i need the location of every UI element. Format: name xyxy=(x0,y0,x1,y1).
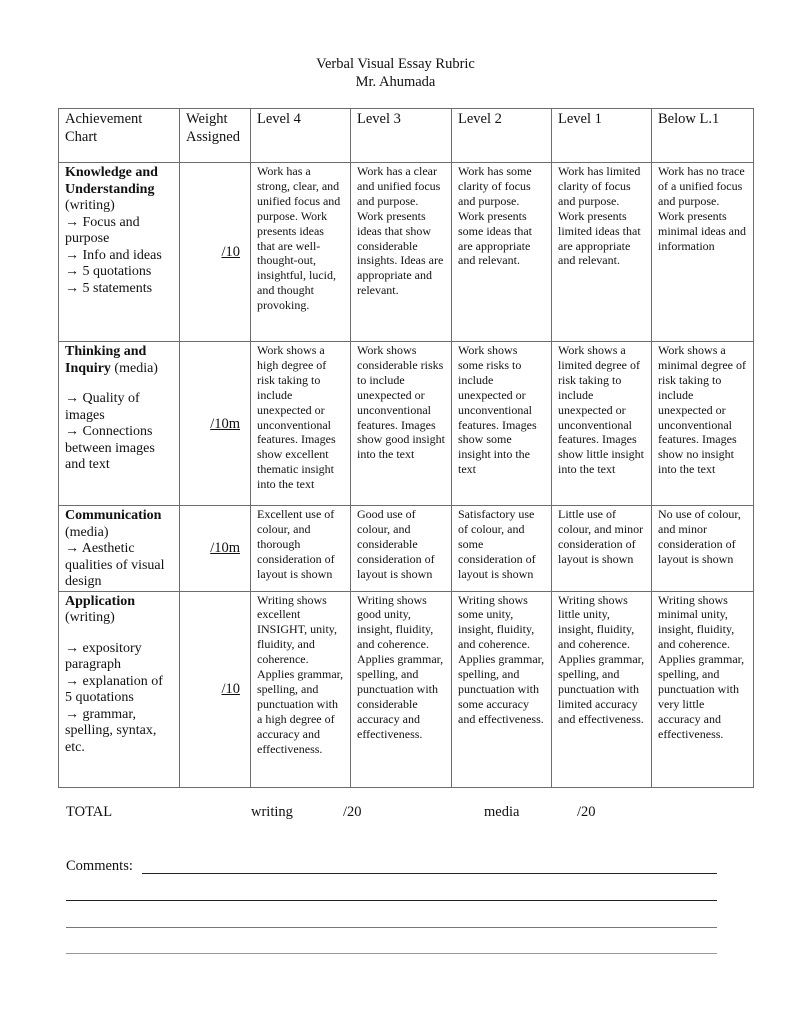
criterion-bullet: → Info and ideas xyxy=(65,247,162,263)
level-4-descriptor: Writing shows excellent INSIGHT, unity, fluidity, and coherence. Applies grammar, spelling, and punctuation with a high degree of accuracy and effectiveness. xyxy=(251,591,351,787)
below-level-1-descriptor: No use of colour, and minor consideration of layout is shown xyxy=(652,506,754,592)
weight-cell[interactable] xyxy=(180,342,251,506)
comments-line[interactable] xyxy=(66,900,717,901)
criterion-cell xyxy=(59,591,180,787)
criterion-cell xyxy=(59,506,180,592)
comments-line[interactable] xyxy=(66,953,717,954)
header-level-1: Level 1 xyxy=(552,109,652,163)
below-level-1-descriptor: Work has no trace of a unified focus and purpose. Work presents minimal ideas and information xyxy=(652,163,754,342)
table-row xyxy=(59,591,754,787)
table-header-row xyxy=(59,109,754,163)
level-4-descriptor: Work has a strong, clear, and unified focus and purpose. Work presents ideas that are well-thought-out, insightful, lucid, and thought provoking. xyxy=(251,163,351,342)
level-2-descriptor: Satisfactory use of colour, and some consideration of layout is shown xyxy=(452,506,552,592)
comments-label: Comments: xyxy=(66,858,133,874)
level-1-descriptor: Little use of colour, and minor consideration of layout is shown xyxy=(552,506,652,592)
comments-line[interactable] xyxy=(66,927,717,928)
arrow-right-icon: → xyxy=(65,673,79,689)
level-2-descriptor: Writing shows some unity, insight, fluidity, and coherence. Applies grammar, spelling, and punctuation with some accuracy and effectiveness. xyxy=(452,591,552,787)
criterion-bullet: → explanation of 5 quotations xyxy=(65,673,163,705)
below-level-1-descriptor: Writing shows minimal unity, insight, fluidity, and coherence. Applies grammar, spelling, and punctuation with very little accuracy and effectiveness. xyxy=(652,591,754,787)
document-header xyxy=(0,55,791,91)
rubric-table xyxy=(58,108,754,788)
header-weight-assigned: Weight Assigned xyxy=(180,109,251,163)
criterion-bullet: → Quality of images xyxy=(65,391,140,423)
header-achievement-chart: Achievement Chart xyxy=(59,109,180,163)
arrow-right-icon: → xyxy=(65,541,79,556)
arrow-right-icon: → xyxy=(65,424,79,439)
level-1-descriptor: Work shows a limited degree of risk taking to include unexpected or unconventional features. Images show little insight into the text xyxy=(552,342,652,506)
criterion-bullet: → Connections between images and text xyxy=(65,424,155,472)
weight-field[interactable]: /10m xyxy=(210,540,240,557)
weight-cell[interactable] xyxy=(180,506,251,592)
arrow-right-icon: → xyxy=(65,247,79,263)
table-row xyxy=(59,163,754,342)
header-below-level-1: Below L.1 xyxy=(652,109,754,163)
level-2-descriptor: Work has some clarity of focus and purpose. Work presents some ideas that are appropriate and relevant. xyxy=(452,163,552,342)
level-4-descriptor: Work shows a high degree of risk taking to include unexpected or unconventional features. Images show excellent thematic insight into the text xyxy=(251,342,351,506)
criterion-type: (media) xyxy=(65,524,109,540)
level-4-descriptor: Excellent use of colour, and thorough consideration of layout is shown xyxy=(251,506,351,592)
arrow-right-icon: → xyxy=(65,391,79,406)
weight-cell[interactable] xyxy=(180,163,251,342)
table-row xyxy=(59,342,754,506)
criterion-bullet: → 5 quotations xyxy=(65,264,152,279)
criterion-bullet: → grammar, spelling, syntax, etc. xyxy=(65,706,157,755)
total-label: TOTAL xyxy=(66,804,113,820)
media-total-label: media xyxy=(484,804,520,820)
header-level-2: Level 2 xyxy=(452,109,552,163)
arrow-right-icon: → xyxy=(65,640,79,656)
header-level-3: Level 3 xyxy=(351,109,452,163)
criterion-bullet: → 5 statements xyxy=(65,280,153,296)
criterion-type: (writing) xyxy=(65,610,115,625)
weight-field[interactable]: /10m xyxy=(210,415,240,432)
level-2-descriptor: Work shows some risks to include unexpected or unconventional features. Images show some insight into the text xyxy=(452,342,552,506)
writing-total-field[interactable]: /20 xyxy=(343,804,362,820)
criterion-name: Communication xyxy=(65,508,162,523)
table-row xyxy=(59,506,754,592)
criterion-name: Thinking and Inquiry xyxy=(65,344,147,376)
level-1-descriptor: Writing shows little unity, insight, fluidity, and coherence. Applies grammar, spelling, and punctuation with limited accuracy and effectiveness. xyxy=(552,591,652,787)
criterion-name: Knowledge and Understanding xyxy=(65,165,158,197)
criterion-cell xyxy=(59,342,180,506)
weight-field[interactable]: /10 xyxy=(221,681,240,698)
media-total-field[interactable]: /20 xyxy=(577,804,596,820)
criterion-type: (writing) xyxy=(65,198,115,213)
weight-field[interactable]: /10 xyxy=(221,244,240,261)
level-3-descriptor: Work has a clear and unified focus and purpose. Work presents ideas that show considerable insights. Ideas are appropriate and relevant. xyxy=(351,163,452,342)
criterion-cell xyxy=(59,163,180,342)
header-level-4: Level 4 xyxy=(251,109,351,163)
arrow-right-icon: → xyxy=(65,280,79,296)
below-level-1-descriptor: Work shows a minimal degree of risk taking to include unexpected or unconventional features. Images show no insight into the text xyxy=(652,342,754,506)
criterion-type: (media) xyxy=(114,360,158,376)
level-1-descriptor: Work has limited clarity of focus and purpose. Work presents limited ideas that are appropriate and relevant. xyxy=(552,163,652,342)
criterion-bullet: → expository paragraph xyxy=(65,640,142,672)
comments-line[interactable] xyxy=(142,873,717,874)
criterion-name: Application xyxy=(65,593,136,609)
criterion-bullet: → Focus and purpose xyxy=(65,214,140,246)
writing-total-label: writing xyxy=(251,804,293,820)
weight-cell[interactable] xyxy=(180,591,251,787)
level-3-descriptor: Work shows considerable risks to include unexpected or unconventional features. Images show good insight into the text xyxy=(351,342,452,506)
document-title: Verbal Visual Essay Rubric xyxy=(316,56,475,72)
arrow-right-icon: → xyxy=(65,214,79,230)
document-author: Mr. Ahumada xyxy=(355,74,436,90)
level-3-descriptor: Good use of colour, and considerable consideration of layout is shown xyxy=(351,506,452,592)
arrow-right-icon: → xyxy=(65,706,79,722)
arrow-right-icon: → xyxy=(65,264,79,279)
criterion-bullet: → Aesthetic qualities of visual design xyxy=(65,541,165,589)
level-3-descriptor: Writing shows good unity, insight, fluidity, and coherence. Applies grammar, spelling, and punctuation with considerable accuracy and effectiveness. xyxy=(351,591,452,787)
